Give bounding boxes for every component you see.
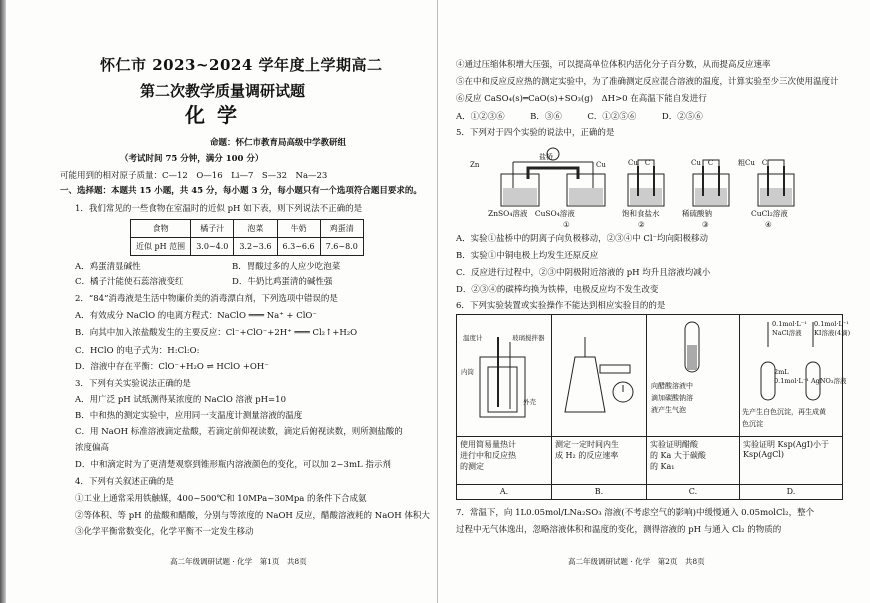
fig-a-label-outer: 外壳 — [523, 398, 536, 406]
zn-label: Zn — [470, 161, 480, 169]
fig-d-agno3-1: 2mL — [774, 368, 789, 376]
q3-option-a: A．用广泛 pH 试纸测得某浓度的 NaClO 溶液 pH=10 — [75, 395, 286, 405]
left-footer: 高二年级调研试题 · 化学 第1页 共8页 — [170, 557, 307, 566]
q5-option-d: D．②③④的碳棒均换为铁棒，电极反应均不发生改变 — [456, 285, 659, 295]
q2-option-b: B．向其中加入浓盐酸发生的主要反应：Cl⁻+ClO⁻+2H⁺ ═══ Cl₂↑+H₂O — [75, 328, 358, 338]
fig-c-text-3: 液产生气泡 — [651, 406, 686, 414]
q4-statement-3: ③化学平衡常数变化，化学平衡不一定发生移动 — [75, 527, 254, 537]
cu-label: Cu — [596, 161, 606, 169]
flask-syringe-icon — [555, 317, 643, 432]
q1-option-c: C．橘子汁能使石蕊溶液变红 — [75, 277, 184, 287]
section-one-heading: 一、选择题：本题共 15 小题，共 45 分，每小题 3 分，每小题只有一个选项符合题目要求的。 — [60, 186, 422, 196]
right-footer: 高二年级调研试题 · 化学 第2页 共8页 — [568, 557, 705, 566]
ph-table-header: 泡菜 — [234, 220, 277, 238]
ph-table — [130, 219, 364, 256]
q4-statement-1: ①工业上通常采用铁触媒，400~500℃和 10MPa~30Mpa 的条件下合成氨 — [75, 494, 367, 504]
q5-solution-3: 稀硫酸钠 — [682, 209, 712, 218]
ph-table-cell: 3.0~4.0 — [191, 238, 234, 256]
q1-stem: 1．我们常见的一些食物在室温时的近似 pH 如下表，则下列说法不正确的是 — [75, 204, 363, 214]
q6-label-c: C. — [647, 485, 740, 500]
q3-option-d: D．中和滴定时为了更清楚观察到锥形瓶内溶液颜色的变化，可以加 2~3mL 指示剂 — [75, 460, 391, 470]
salt-bridge-label: 盐桥 — [539, 153, 553, 161]
ph-table-cell: 近似 pH 范围 — [131, 238, 191, 256]
q1-option-d: D．牛奶比鸡蛋清的碱性强 — [232, 277, 333, 287]
author-line: 命题：怀仁市教育局高级中学教研组 — [210, 138, 347, 148]
q3-option-c: C．用 NaOH 标准溶液滴定盐酸，若滴定前仰视读数，滴定后俯视读数，则所测盐酸的 — [75, 427, 403, 437]
fig-a-label-thermometer: 温度计 — [463, 334, 483, 342]
q6-label-a: A. — [457, 485, 552, 500]
fig-d-agno3-2: 0.1mol·L⁻¹ AgNO₃溶液 — [774, 377, 847, 385]
q6-desc-a: 使用简易量热计 进行中和反应热 的测定 — [457, 437, 552, 485]
q3-stem: 3．下列有关实验说法正确的是 — [75, 379, 191, 389]
q5-solution-1: ZnSO₄溶液 CuSO₄溶液 — [488, 209, 575, 218]
cu-c-label-4: 粗Cu C — [738, 159, 768, 167]
q5-option-a: A．实验①盐桥中的阴离子向负极移动，②③④中 Cl⁻均向阳极移动 — [456, 234, 709, 244]
exam-title: 怀仁市 2023~2024 学年度上学期高二 — [100, 56, 383, 74]
q5-option-b: B．实验①中铜电极上均发生还原反应 — [456, 251, 599, 261]
q7-stem-1: 7．常温下，向 1L0.05mol/LNa₂SO₃ 溶液(不考虑空气的影响)中缓慢通入 0.05molCl₂，整个 — [456, 508, 815, 518]
q6-label-d: D. — [740, 485, 843, 500]
q5-option-c: C．反应进行过程中，②③中阴极附近溶液的 pH 均升且溶液均减小 — [456, 268, 711, 278]
q2-option-d: D．溶液中存在平衡：ClO⁻+H₂O ⇌ HClO +OH⁻ — [75, 362, 269, 372]
q6-desc-d: 实验证明 Ksp(AgI)小于 Ksp(AgCl) — [740, 437, 843, 485]
q4-statement-2: ②等体积、等 pH 的盐酸和醋酸，分别与等浓度的 NaOH 反应，醋酸溶液耗的 NaOH 体积大 — [75, 511, 430, 521]
q2-option-a: A．有效成分 NaClO 的电离方程式：NaClO ═══ Na⁺ + ClO⁻ — [75, 311, 317, 321]
q6-figure-c — [647, 315, 740, 437]
cu-c-label-3: Cu C — [691, 159, 714, 167]
q6-figure-a — [457, 315, 552, 437]
fig-d-text-1: 先产生白色沉淀，再生成黄 — [742, 408, 826, 416]
q4-stem: 4．下列有关叙述正确的是 — [75, 477, 174, 487]
exam-subtitle: 第二次教学质量调研试题 — [140, 82, 306, 100]
q2-stem: 2．“84”消毒液是生活中物廉价美的消毒漂白剂，下列选项中错误的是 — [75, 294, 338, 304]
q6-figure-d — [740, 315, 851, 437]
ph-table-header: 鸡蛋清 — [320, 220, 363, 238]
q6-desc-c: 实验证明醋酸 的 Ka 大于碳酸 的 Ka₁ — [647, 437, 740, 485]
q5-solution-4: CuCl₂溶液 — [751, 209, 788, 218]
ph-table-cell: 6.3~6.6 — [277, 238, 320, 256]
fig-d-nacl-1: 0.1mol·L⁻¹ — [772, 320, 807, 328]
fig-a-label-stirrer: 玻璃搅拌器 — [512, 334, 545, 342]
time-score-line: （考试时间 75 分钟，满分 100 分） — [120, 154, 264, 164]
ph-table-header: 食物 — [131, 220, 191, 238]
salt-bridge-cell — [501, 148, 605, 206]
subject-title: 化学 — [185, 103, 249, 127]
q3-option-c-cont: 浓度偏高 — [75, 443, 110, 453]
ph-table-header: 牛奶 — [277, 220, 320, 238]
ph-table-cell: 7.6~8.0 — [320, 238, 363, 256]
atomic-mass-line: 可能用到的相对原子质量：C—12 O—16 Li—7 S—32 Na—23 — [60, 171, 328, 181]
fig-d-nacl-2: NaCl溶液 — [772, 329, 802, 337]
q4-statement-6: ⑥反应 CaSO₄(s)═CaO(s)+SO₃(g) ΔH>0 在高温下能自发进行 — [456, 94, 707, 104]
q4-statement-4: ④通过压缩体积增大压强，可以提高单位体积内活化分子百分数，从而提高反应速率 — [456, 60, 771, 70]
q2-option-c: C．HClO 的电子式为：H:Cl:O: — [75, 346, 200, 356]
ph-table-header: 橘子汁 — [191, 220, 234, 238]
q6-table — [456, 314, 851, 500]
q5-figure-num-2: ② — [638, 220, 645, 229]
fig-d-text-2: 色沉淀 — [742, 420, 763, 428]
test-tube-icon — [650, 317, 736, 377]
fig-d-ki-1: 0.1mol·L⁻¹ — [814, 320, 849, 328]
q5-solution-2: 饱和食盐水 — [622, 209, 660, 218]
right-column — [438, 0, 870, 603]
ph-table-cell: 3.2~3.6 — [234, 238, 277, 256]
cu-c-label-2: Cu C — [628, 159, 651, 167]
fig-c-text-2: 滴加碳酸钠溶 — [651, 394, 693, 402]
fig-c-text-1: 向醋酸溶液中 — [651, 382, 693, 390]
q1-option-b: B．胃酸过多的人应少吃泡菜 — [232, 262, 341, 272]
fig-d-ki-2: KI溶液(4滴) — [814, 329, 851, 337]
q6-label-b: B. — [552, 485, 647, 500]
q3-option-b: B．中和热的测定实验中，应用同一支温度计测量溶液的温度 — [75, 411, 303, 421]
q6-figure-b — [552, 315, 647, 437]
q5-figure-num-3: ③ — [702, 220, 709, 229]
q4-options: A．①②③⑥ B．③⑥ C．①②⑤⑥ D．②⑤⑥ — [456, 112, 703, 122]
q5-figure-num-1: ① — [563, 220, 570, 229]
q5-stem: 5．下列对于四个实验的说法中，正确的是 — [456, 128, 615, 138]
q5-figure-num-4: ④ — [765, 220, 772, 229]
q4-statement-5: ⑤在中和反应反应热的测定实验中，为了准确测定反应混合溶液的温度，计算实验至少三次使用温度计 — [456, 77, 839, 87]
q6-stem: 6．下列实验装置或实验操作不能达到相应实验目的的是 — [456, 301, 666, 311]
fig-a-label-inner: 内筒 — [461, 368, 474, 376]
q1-option-a: A．鸡蛋清显碱性 — [75, 262, 141, 272]
q6-desc-b: 测定一定时间内生 成 H₂ 的反应速率 — [552, 437, 647, 485]
q7-stem-2: 过程中无气体逸出，忽略溶液体积和温度的变化，测得溶液的 pH 与通入 Cl₂ 的物质的 — [456, 525, 782, 535]
